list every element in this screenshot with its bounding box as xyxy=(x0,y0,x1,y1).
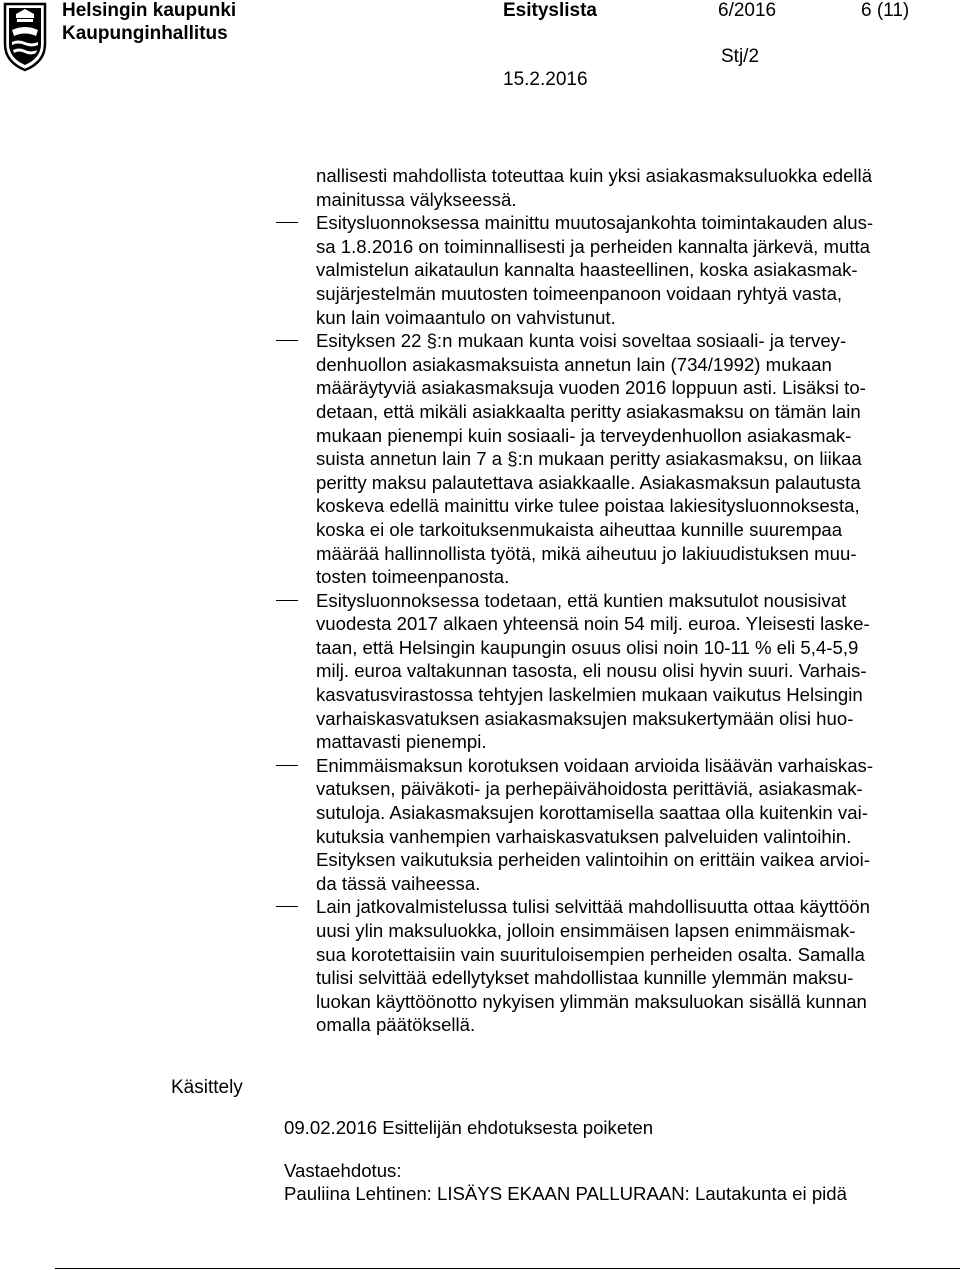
text-line: sujärjestelmän muutosten toimeenpanoon voidaan ryhtyä vasta, xyxy=(316,282,843,304)
text-line: vuodesta 2017 alkaen yhteensä noin 54 milj. euroa. Yleisesti laske- xyxy=(316,613,870,635)
reference-code: Stj/2 xyxy=(721,46,760,67)
dash-bullet-icon xyxy=(276,906,298,907)
bullet-item-2 xyxy=(316,329,936,589)
processing-label: Käsittely xyxy=(171,1077,243,1098)
text-line: tulisi selvittää edellytykset mahdollistaa kunnille ylemmän maksu- xyxy=(316,967,854,989)
text-line: suista annetun lain 7 a §:n mukaan peritty asiakasmaksu, on liikaa xyxy=(316,448,862,470)
bullet-item-1 xyxy=(316,211,936,329)
text-line: peritty maksu palautettava asiakkaalle. Asiakasmaksun palautusta xyxy=(316,471,861,493)
text-line: kutuksia vanhempien varhaiskasvatuksen palveluiden valintoihin. xyxy=(316,825,852,847)
bottom-divider xyxy=(55,1268,960,1269)
text-line: kasvatusvirastossa tehtyjen laskelmien mukaan vaikutus Helsingin xyxy=(316,684,863,706)
text-line: mattavasti pienempi. xyxy=(316,731,487,753)
text-line: sa 1.8.2016 on toiminnallisesti ja perheiden kannalta järkevä, mutta xyxy=(316,235,871,257)
text-line: nallisesti mahdollista toteuttaa kuin yksi asiakasmaksuluokka edellä xyxy=(316,165,873,186)
dash-bullet-icon xyxy=(276,600,298,601)
council-name: Kaupunginhallitus xyxy=(62,23,228,44)
text-line: sua korotettaisiin vain suurituloisempien perheiden osalta. Samalla xyxy=(316,943,865,965)
agenda-number: 6/2016 xyxy=(718,0,777,21)
text-line: mukaan pienempi kuin sosiaali- ja terveydenhuollon asiakasmak- xyxy=(316,424,852,446)
helsinki-crest-logo xyxy=(0,0,50,72)
dash-bullet-icon xyxy=(276,765,298,766)
text-line: Lain jatkovalmistelussa tulisi selvittää mahdollisuutta ottaa käyttöön xyxy=(316,896,870,918)
text-line: denhuollon asiakasmaksuista annetun lain (734/1992) mukaan xyxy=(316,353,832,375)
text-line: Esitysluonnoksessa mainittu muutosajankohta toimintakauden alus- xyxy=(316,212,874,234)
text-line: Enimmäismaksun korotuksen voidaan arvioida lisäävän varhaiskas- xyxy=(316,754,874,776)
text-line: omalla päätöksellä. xyxy=(316,1014,476,1036)
text-line: määräytyviä asiakasmaksuja vuoden 2016 loppuun asti. Lisäksi to- xyxy=(316,377,866,399)
text-line: valmistelun aikataulun kannalta haasteellinen, koska asiakasmak- xyxy=(316,259,858,281)
text-line: Esityksen vaikutuksia perheiden valintoihin on erittäin vaikea arvioi- xyxy=(316,849,870,871)
meeting-date: 15.2.2016 xyxy=(503,69,588,90)
text-line: sutuloja. Asiakasmaksujen korottamisella saattaa olla kuitenkin vai- xyxy=(316,802,868,824)
text-line: mainitussa välykseessä. xyxy=(316,188,517,210)
text-line: da tässä vaiheessa. xyxy=(316,872,481,894)
bullet-item-4 xyxy=(316,754,936,896)
counter-proposal-label: Vastaehdotus: xyxy=(284,1160,402,1181)
text-line: detaan, että mikäli asiakkaalta peritty asiakasmaksu on tämän lain xyxy=(316,400,861,422)
text-line: määrää hallinnollista työtä, mikä aiheutuu jo lakiuudistuksen muu- xyxy=(316,542,857,564)
statement-body xyxy=(316,164,936,1037)
text-line: Esitysluonnoksessa todetaan, että kuntien maksutulot nousisivat xyxy=(316,589,847,611)
text-line: luokan käyttöönotto nykyisen ylimmän maksuluokan sisällä kunnan xyxy=(316,990,867,1012)
intro-paragraph xyxy=(316,164,936,211)
text-line: Esityksen 22 §:n mukaan kunta voisi soveltaa sosiaali- ja tervey- xyxy=(316,330,847,352)
text-line: uusi ylin maksuluokka, jolloin ensimmäisen lapsen enimmäismak- xyxy=(316,920,856,941)
counter-proposal-text: Pauliina Lehtinen: LISÄYS EKAAN PALLURAAN: Lautakunta ei pidä xyxy=(284,1183,847,1204)
text-line: milj. euroa valtakunnan tasosta, eli nousu olisi hyvin suuri. Varhais- xyxy=(316,660,867,682)
bullet-item-5 xyxy=(316,895,936,1037)
text-line: kun lain voimaantulo on vahvistunut. xyxy=(316,306,616,328)
page-number: 6 (11) xyxy=(861,0,910,21)
text-line: tosten toimeenpanosta. xyxy=(316,566,510,588)
document-type: Esityslista xyxy=(503,0,597,21)
text-line: varhaiskasvatuksen asiakasmaksujen maksukertymään olisi huo- xyxy=(316,707,854,729)
city-name: Helsingin kaupunki xyxy=(62,0,237,21)
dash-bullet-icon xyxy=(276,222,298,223)
processing-entry: 09.02.2016 Esittelijän ehdotuksesta poiketen xyxy=(284,1117,654,1138)
bullet-item-3 xyxy=(316,589,936,754)
text-line: taan, että Helsingin kaupungin osuus olisi noin 10-11 % eli 5,4-5,9 xyxy=(316,636,859,658)
text-line: koskeva edellä mainittu virke tulee poistaa lakiesitysluonnoksesta, xyxy=(316,495,860,517)
text-line: vatuksen, päiväkoti- ja perhepäivähoidosta perittäviä, asiakasmak- xyxy=(316,778,863,800)
text-line: koska ei ole tarkoituksenmukaista aiheuttaa kunnille suurempaa xyxy=(316,518,843,540)
dash-bullet-icon xyxy=(276,340,298,341)
